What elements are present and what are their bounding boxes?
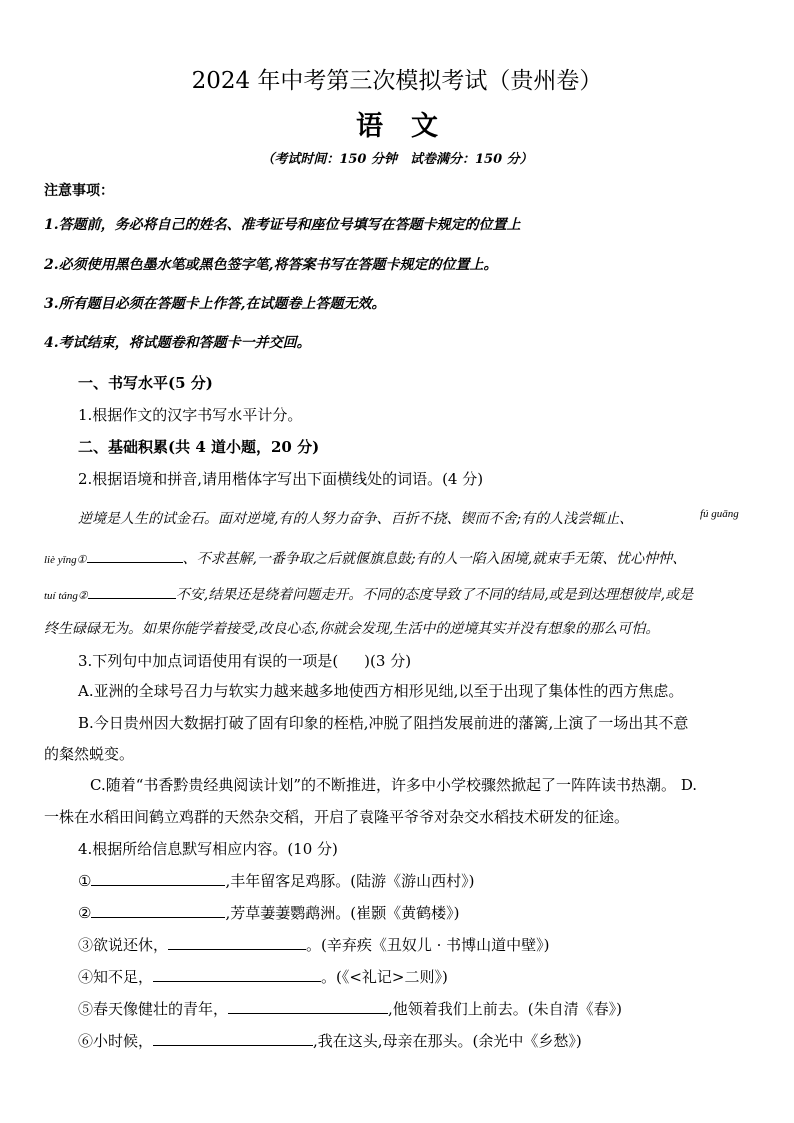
question-4-stem: 4.根据所给信息默写相应内容。(10 分) — [78, 840, 338, 858]
recite-prefix: ② — [78, 904, 92, 922]
exam-info: （考试时间：150 分钟 试卷满分：150 分） — [261, 152, 533, 167]
passage-text: 不安,结果还是绕着问题走开。不同的态度导致了不同的结局,或是到达理想彼岸,或是 — [175, 587, 694, 603]
recite-item — [78, 870, 474, 891]
pinyin-hint: tuí táng② — [44, 590, 88, 602]
exam-title: 2024 年中考第三次模拟考试（贵州卷） — [191, 68, 603, 94]
recite-prefix: ④知不足， — [78, 968, 154, 986]
recite-item — [78, 1030, 582, 1051]
recite-suffix: ,我在这头,母亲在那头。(余光中《乡愁》) — [313, 1032, 582, 1050]
passage-text: 、不求甚解,一番争取之后就偃旗息鼓;有的人一陷入困境,就束手无策、忧心忡忡、 — [182, 551, 687, 567]
recite-suffix: ,芳草萋萋鹦鹉洲。(崔颢《黄鹤楼》) — [225, 904, 460, 922]
section2-heading: 二、基础积累(共 4 道小题，20 分) — [78, 438, 320, 456]
recite-suffix: 。(辛弃疾《丑奴儿 · 书博山道中壁》) — [306, 936, 550, 954]
answer-blank[interactable] — [153, 969, 321, 982]
option-d: 一株在水稻田间鹤立鸡群的天然杂交稻，开启了袁隆平爷爷对杂交水稻技术研发的征途。 — [44, 808, 630, 826]
question-2-stem: 2.根据语境和拼音,请用楷体字写出下面横线处的词语。(4 分) — [78, 470, 484, 488]
option-c: C.随着“书香黔贵经典阅读计划”的不断推进，许多中小学校骤然掀起了一阵阵读书热潮。 D. — [90, 776, 698, 794]
recite-item — [78, 966, 448, 987]
recite-prefix: ⑥小时候， — [78, 1032, 154, 1050]
q2-passage-line — [44, 584, 693, 604]
q2-passage-line: 逆境是人生的试金石。面对逆境,有的人努力奋争、百折不挠、锲而不舍;有的人浅尝辄止、 — [78, 511, 634, 527]
recite-item — [78, 998, 622, 1019]
answer-blank[interactable] — [91, 905, 225, 918]
notice-item: 1.答题前，务必将自己的姓名、准考证号和座位号填写在答题卡规定的位置上 — [44, 217, 521, 233]
q3-score: )(3 分) — [364, 652, 412, 670]
answer-blank[interactable] — [228, 1001, 388, 1014]
recite-item — [78, 934, 550, 955]
notice-item: 2.必须使用黑色墨水笔或黑色签字笔,将答案书写在答题卡规定的位置上。 — [44, 257, 498, 273]
notice-item: 4.考试结束，将试题卷和答题卡一并交回。 — [44, 335, 311, 351]
q2-passage-line — [44, 548, 686, 568]
option-a: A.亚洲的全球号召力与软实力越来越多地使西方相形见绌,以至于出现了集体性的西方焦虑。 — [78, 682, 684, 700]
pinyin-hint: fú guāng — [700, 508, 739, 520]
q2-passage-line: 终生碌碌无为。如果你能学着接受,改良心态,你就会发现,生活中的逆境其实并没有想象的那么可怕。 — [44, 621, 660, 637]
pinyin-hint: liè yǐng① — [44, 554, 87, 566]
recite-prefix: ③欲说还休， — [78, 936, 169, 954]
option-b-cont: 的粲然蜕变。 — [44, 745, 135, 763]
answer-blank[interactable] — [91, 873, 225, 886]
q3-stem-text: 3.下列句中加点词语使用有误的一项是( — [78, 652, 339, 670]
question-1: 1.根据作文的汉字书写水平计分。 — [78, 406, 303, 424]
answer-blank[interactable] — [88, 586, 176, 599]
recite-suffix: ,丰年留客足鸡豚。(陆游《游山西村》) — [225, 872, 475, 890]
notice-item: 3.所有题目必须在答题卡上作答,在试题卷上答题无效。 — [44, 296, 386, 312]
answer-blank[interactable] — [87, 550, 183, 563]
recite-suffix: 。(《<礼记>二则》) — [321, 968, 448, 986]
answer-blank[interactable] — [153, 1033, 313, 1046]
recite-prefix: ⑤春天像健壮的青年， — [78, 1000, 229, 1018]
answer-blank[interactable] — [168, 937, 306, 950]
notice-heading: 注意事项： — [44, 183, 114, 199]
question-3-stem — [78, 650, 411, 671]
recite-item — [78, 902, 459, 923]
recite-prefix: ① — [78, 872, 92, 890]
option-b: B.今日贵州因大数据打破了固有印象的桎梏,冲脱了阻挡发展前进的藩篱,上演了一场出其不意 — [78, 714, 689, 732]
subject-title: 语文 — [356, 111, 466, 142]
section1-heading: 一、书写水平(5 分) — [78, 374, 213, 392]
recite-suffix: ,他领着我们上前去。(朱自清《春》) — [388, 1000, 622, 1018]
